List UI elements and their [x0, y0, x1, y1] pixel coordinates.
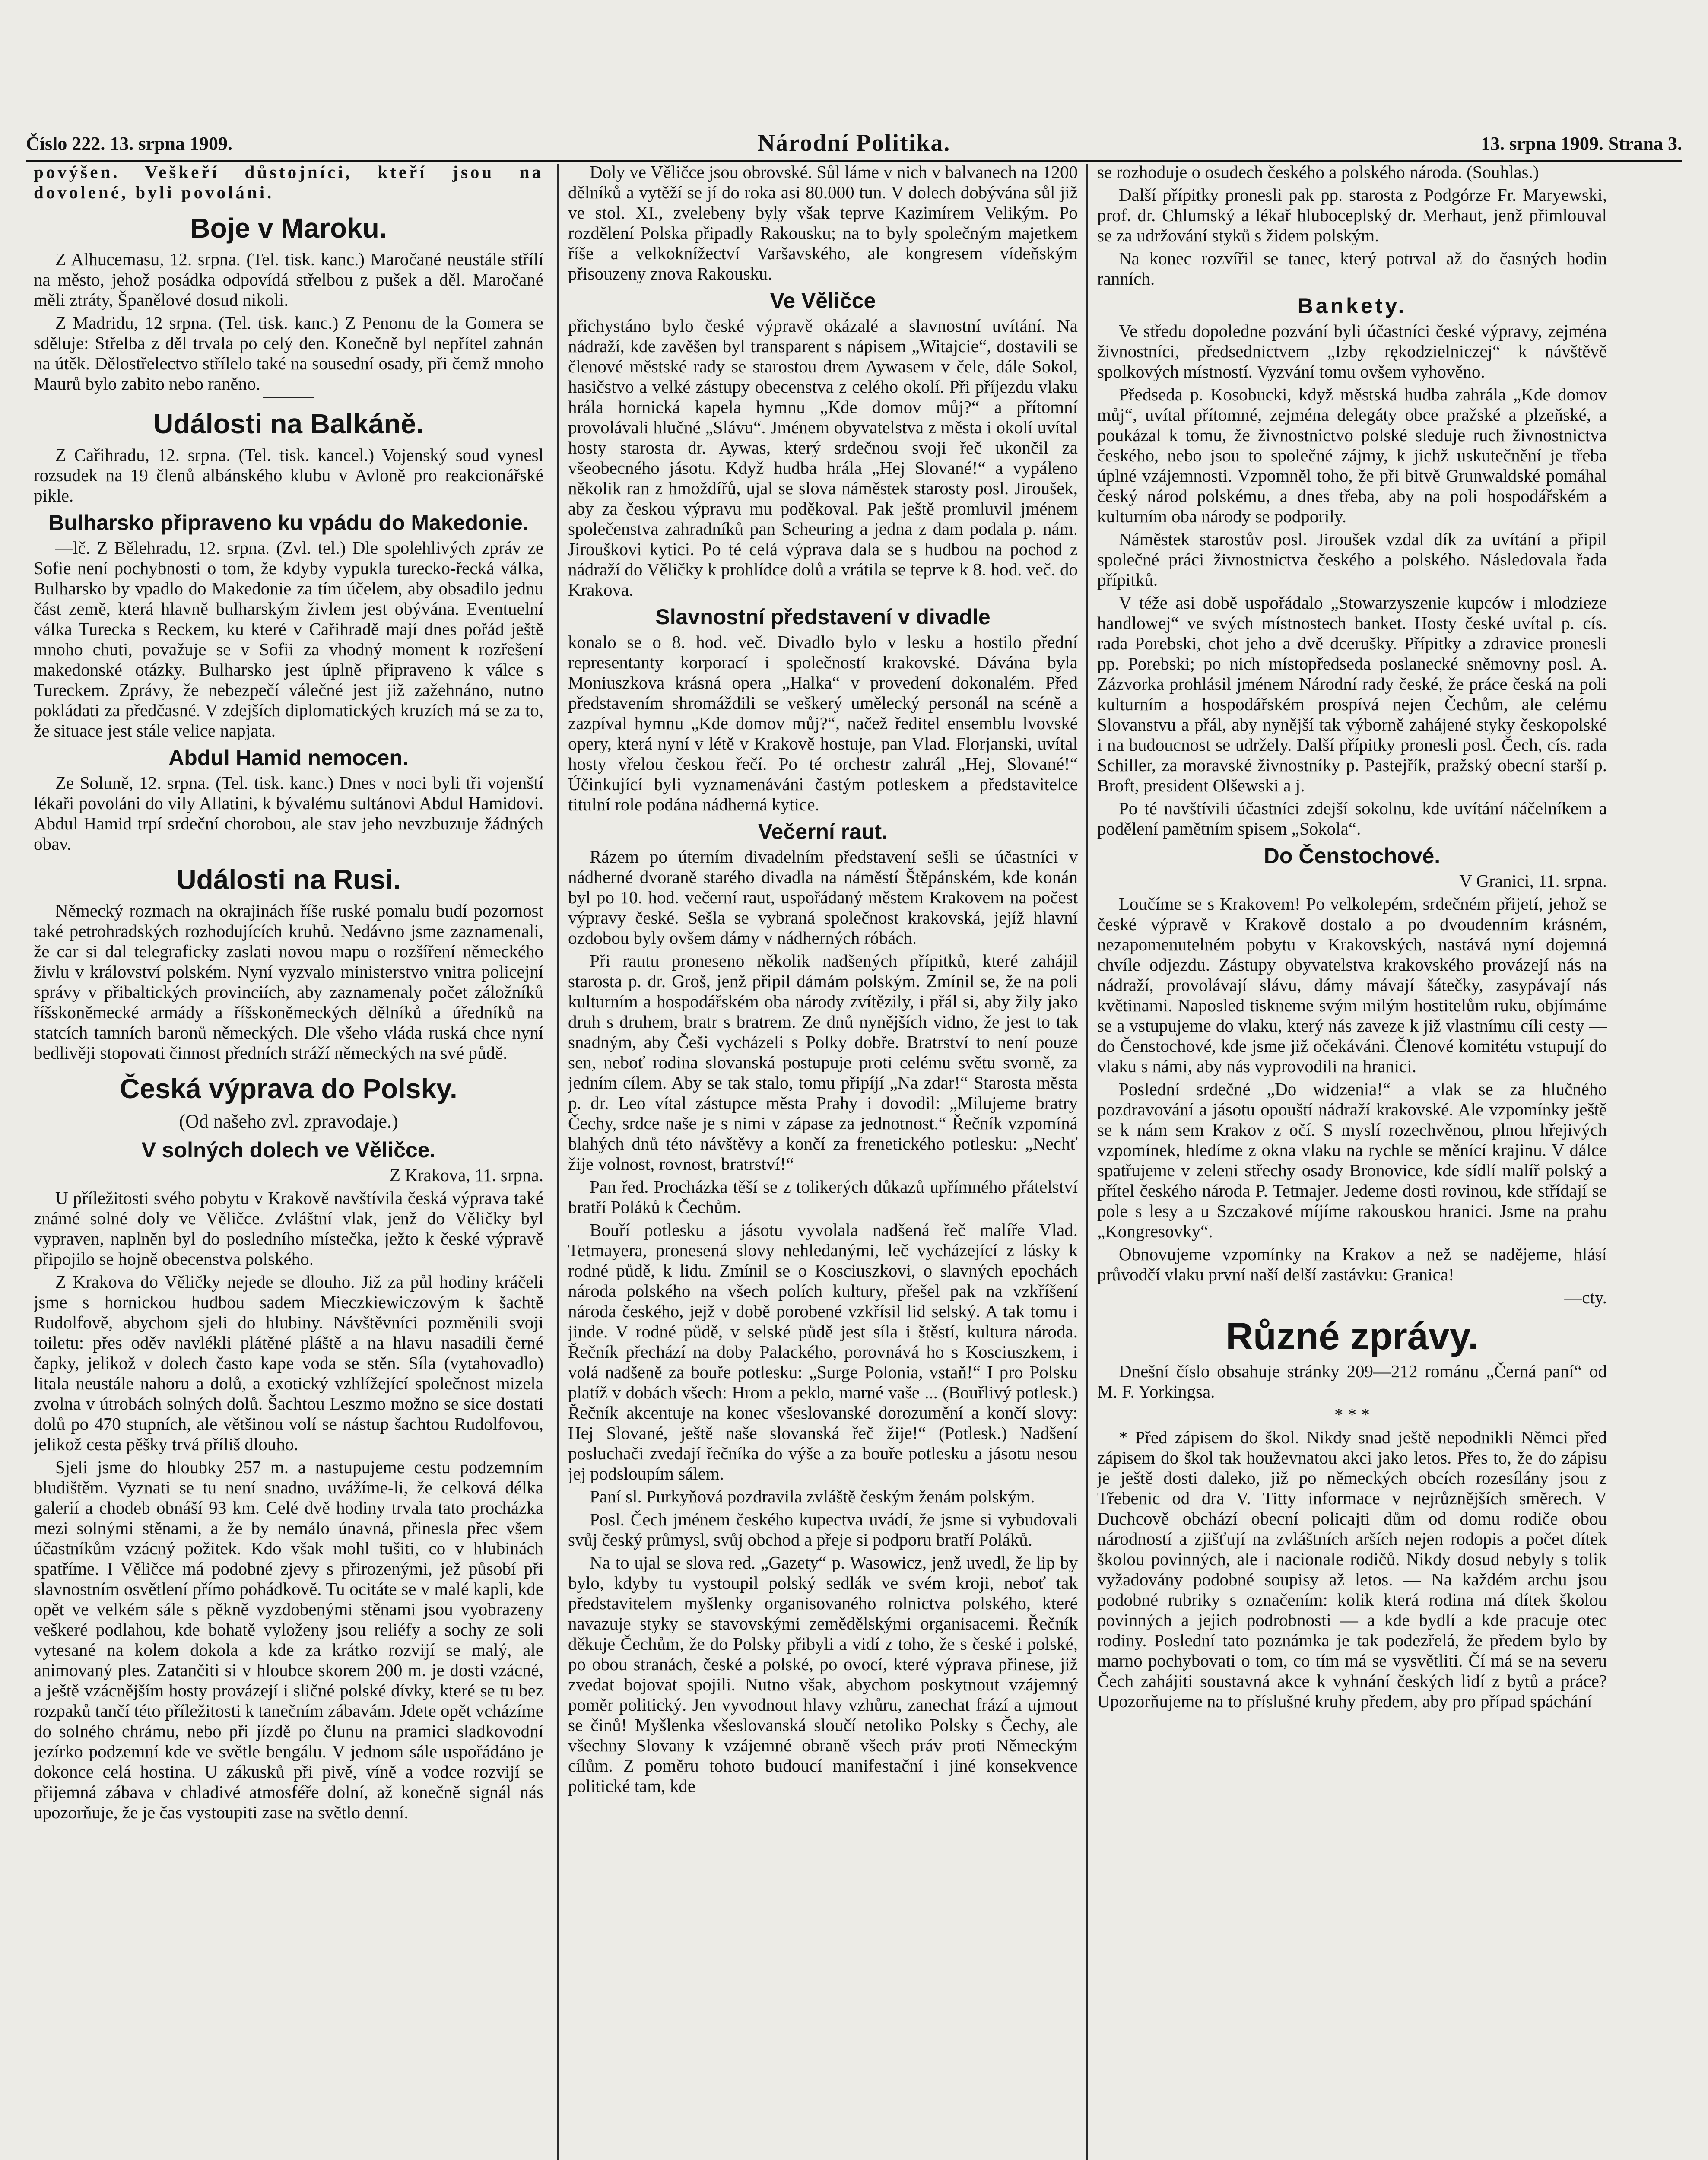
paragraph: Z Krakova do Věličky nejede se dlouho. Již za půl hodiny kráčeli jsme s hornickou hudbou sadem Mieczkiewiczovým k šachtě Rudolfově, abychom sjeli do hlubiny. Návštěvníci pozměnili svoji toiletu: přes oděv navlékli plátěné pláště a na hlavu nasadili černé čapky, jelikož v dolech často kape voda se stěn. Síla (vytahovadlo) litala neustále nahoru a dolů, a exotický vzhlížející společnost mizela zvolna v útrobách solných dolů. Šachtou Leszmo možno se sice dostati dolů po 470 stupních, ale většinou volí se nástup šachtou Rudolfovou, jelikož cesta pěšky trvá příliš dlouho.: [34, 1272, 543, 1454]
subheadline: Večerní raut.: [758, 820, 888, 844]
paragraph: Pan řed. Procházka těší se z tolikerých důkazů upřímného přátelství bratří Poláků k Čechům.: [568, 1177, 1078, 1217]
paragraph: přichystáno bylo české výpravě okázalé a slavnostní uvítání. Na nádraží, kde zavěšen byl transparent s nápisem „Witajcie“, dostavili se členové městské rady se starostou drem Aywasem v čele, dále Sokol, hasičstvo a velké zástupy obecenstva z celého okolí. Při příjezdu vlaku hrála hornická kapela hymnu „Kde domov můj?“ a přítomní provolávali hlučné „Slávu“. Jménem obyvatelstva z města i okolí uvítal hosty starosta dr. Aywas, který srdečnou svoji řeč ukončil za všeobecného jásotu. Když hudba hrála „Hej Slované!“ a vypáleno několik ran z hmoždířů, ujal se slova náměstek starosty posl. Jiroušek, aby za českou výpravu mu poděkoval. Pak ještě promluvil jménem společenstva zahradníků pan Scheuring a jedna z dam podala p. nám. Jirouškovi kytici. Po té celá výprava dala se s hudbou na pochod z nádraží do Věličky k prohlídce dolů a vrátila se teprve k 8. hod. več. do Krakova.: [568, 316, 1078, 600]
subheadline: V solných dolech ve Věličce.: [141, 1138, 436, 1162]
headline-rusi: Události na Rusi.: [176, 864, 401, 895]
paragraph: Bouří potlesku a jásotu vyvolala nadšená řeč malíře Vlad. Tetmayera, pronesená slovy nehledanými, leč vycházející z lásky k rodné půdě, k lidu. Zmínil se o Kosciuszkovi, o slavných epochách národa polského na všech polích kultury, přešel pak na vzkříšení národa českého, jejž v době porobené vzkřísil lid selský. A tak tomu i jinde. V rodné půdě, v selské půdě jest síla i štěstí, kultura národa. Řečník přechází na doby Palackého, porovnává ho s Kosciuszkem, i volá nadšeně za bouře potlesku: „Surge Polonia, vstaň!“ I pro Polsku platíž v dobách všech: Hrom a peklo, marné vaše ... (Bouřlivý potlesk.) Řečník akcentuje na konec všeslovanské dorozumění a končí slovy: Hej Slované, ještě naše slovanská řeč žije!“ (Potlesk.) Nadšení posluchači zvedají řečníka do výše a za bouře potlesku a jásotu nesou jej podsloupím sálem.: [568, 1220, 1078, 1483]
issue-number-date: Číslo 222. 13. srpna 1909.: [26, 133, 232, 154]
paragraph: Na konec rozvířil se tanec, který potrval až do časných hodin ranních.: [1097, 248, 1607, 289]
paragraph: Po té navštívili účastníci zdejší sokolnu, kde uvítání náčelníkem a podělení pamětním spisem „Sokola“.: [1097, 798, 1607, 839]
separator-stars: * * *: [1334, 1404, 1370, 1424]
paragraph: Rázem po úterním divadelním představení sešli se účastníci v nádherné dvoraně starého divadla na náměstí Štěpánském, kde konán byl po 10. hod. večerní raut, uspořádaný městem Krakovem na počest výpravy české. Sešla se vybraná společnost krakovská, jejíž hlavní ozdobou byly ovšem dámy v nádherných róbách.: [568, 847, 1078, 948]
paragraph: —lč. Z Bělehradu, 12. srpna. (Zvl. tel.) Dle spolehlivých zpráv ze Sofie není pochybnosti o tom, že kdyby vypukla turecko-řecká válka, Bulharsko by vpadlo do Makedonie za tím účelem, aby obsadilo jednu část země, která hlavně bulharským živlem jest obývána. Eventuelní válka Turecka s Reckem, ku které v Cařihradě mají dnes pořád ještě mnoho chuti, považuje se v Sofii za vhodný moment k rozřešení makedonské otázky. Bulharsko jest úplně připraveno k válce s Tureckem. Zprávy, že nebezpečí válečné jest již zažehnáno, nutno pokládati za předčasné. V zdejších diplomatických kruzích má se za to, že situace jest stále velice napjata.: [34, 538, 543, 740]
paragraph: se rozhoduje o osudech českého a polského národa. (Souhlas.): [1097, 162, 1539, 182]
paragraph: U příležitosti svého pobytu v Krakově navštívila česká výprava také známé solné doly ve Věličce. Zvláštní vlak, jenž do Věličky byl vypraven, naplněn byl do posledního místečka, ježto k české výpravě připojilo se hojně obecenstva polského.: [34, 1188, 543, 1269]
dateline: V Granici, 11. srpna.: [1459, 871, 1607, 891]
subheadline: Abdul Hamid nemocen.: [168, 746, 409, 770]
subheadline: Bulharsko připraveno ku vpádu do Makedonie.: [48, 511, 529, 535]
signature: —cty.: [1564, 1287, 1607, 1307]
column-2: [568, 162, 1078, 2160]
paragraph: Při rautu proneseno několik nadšených přípitků, které zahájil starosta p. dr. Groš, jenž připil dámám polským. Zmínil se, že na poli kulturním a hospodářském oba národy zvítězily, i přál si, aby žily jako druh s druhem, bratr s bratrem. Ze dnů nynějších vidno, že jest to tak snadným, aby Češi vycházeli s Polky dobře. Bratrství to není pouze sen, neboť rodina slovanská postupuje proti celému světu svorně, za jedním cílem. Aby se tak stalo, tomu připíjí „Na zdar!“ Starosta města p. dr. Leo vítal zástupce města Prahy i dovodil: „Milujeme bratry Čechy, srdce naše je s nimi v zápase za jednotnost.“ Řečník vzpomíná blahých dnů této návštěvy a končí za frenetického potlesku: „Nechť žije volnost, rovnost, bratrství!“: [568, 951, 1078, 1174]
dateline: Z Krakova, 11. srpna.: [390, 1165, 543, 1185]
separator: [263, 397, 314, 398]
paragraph: Sjeli jsme do hloubky 257 m. a nastupujeme cestu podzemním bludištěm. Vyznati se tu není snadno, uvážíme-li, že celková délka galerií a chodeb obnáší 93 km. Celé dvě hodiny trvala tato procházka mezi solnými stěnami, a že by nemálo únavná, přinesla přec všem účastníkům vzácný požitek. Kdo však mohl tušiti, co v hlubinách spatříme. I Věličce má podobné zjevy s přirozenými, jež působí při slavnostním osvětlení přímo pohádkově. Tu ocitáte se v malé kapli, kde opět ve velkém sále s pěkně vyzdobenými stěnami jsou vyobrazeny veškeré podlahou, kde bohatě vyloženy jsou reliéfy a sochy ze soli vytesané na kolem dokola a kde za krátko rozvijí se malý, ale animovaný ples. Zatančiti si v hloubce skorem 200 m. je dosti vzácné, a ještě vzácnějším hosty provázejí i sličné polské dívky, které se tu bez rozpaků tančí této příležitosti k tanečním zábavám. Jdete opět vcházíme do solného chrámu, nebo při jízdě po člunu na pramici sladkovodní jezírko podzemní kde ve světle bengálu. V jednom sále uspořádáno je dokonce celá hostina. U zákusků při pivě, víně a vodce rozvijí se přijemná zábava v chladivé atmosféře dolní, až konečně signál nás upozorňuje, že je čas vystoupiti zase na světlo denní.: [34, 1457, 543, 1822]
paragraph: Náměstek starostův posl. Jiroušek vzdal dík za uvítání a připil společné práci živnostnictva českého a polského. Následovala řada přípitků.: [1097, 529, 1607, 590]
column-1: [34, 162, 543, 2160]
headline-maroko: Boje v Maroku.: [190, 213, 387, 244]
column-3: [1097, 162, 1607, 2160]
masthead-title: Národní Politika.: [757, 130, 951, 156]
column-divider: [1086, 164, 1088, 2160]
paragraph: Předseda p. Kosobucki, když městská hudba zahrála „Kde domov můj“, uvítal přítomné, zejména delegáty obce pražské a plzeňské, a poukázal k tomu, že živnostnictvo polské sleduje ruch živnostnictva českého, nebo jsou to společné zájmy, k jichž uskutečnění je třeba úplné vzájemnosti. Vzpomněl toho, že při bitvě Grunwaldské pomáhal český národ polskému, a dnes třeba, aby na poli hospodářském a kulturním oba národy se podporily.: [1097, 384, 1607, 526]
paragraph: Loučíme se s Krakovem! Po velkolepém, srdečném přijetí, jehož se české výpravě v Krakově dostalo a po dvoudenním krásném, nezapomenutelném pobytu v Krakovských, nastává nyní dojemná chvíle odjezdu. Zástupy obyvatelstva krakovského provázejí nás na nádraží, provolávají slávu, dámy mávají šátečky, zasypávají nás květinami. Naposled tiskneme svým milým hostitelům ruku, objímáme se a vstupujeme do vlaku, který nás zaveze k již vlastnímu cíli cesty — do Čenstochové, kde jsme již očekáváni. Členové komitétu vstupují do vlaku s námi, aby nás vyprovodili na hranici.: [1097, 894, 1607, 1076]
paragraph: Obnovujeme vzpomínky na Krakov a než se nadějeme, hlásí průvodčí vlaku první naší delší zastávku: Granica!: [1097, 1244, 1607, 1284]
paragraph: V téže asi době uspořádalo „Stowarzyszenie kupców i mlodzieze handlowej“ ve svých místnostech banket. Hosty české uvítal p. cís. rada Porebski, chot jeho a dvě dcerušky. Přípitky a zdravice pronesli pp. Porebski; po nich místopředseda poslanecké sněmovny posl. A. Zázvorka prohlásil jménem Národní rady české, že práce česká na poli kulturním a hospodářském prospívá nejen Čechům, ale celému Slovanstvu a přál, aby nynější tak výborně zahájené styky českopolské i na budoucnost se udržely. Další přípitky pronesli posl. Čech, cís. rada Schiller, za moravské živnostníky p. Pastejřík, pražský obecní starší p. Broft, president Olšewski a j.: [1097, 593, 1607, 795]
paragraph: Z Madridu, 12 srpna. (Tel. tisk. kanc.) Z Penonu de la Gomera se sděluje: Střelba z děl trvala po celý den. Konečně byl nepřítel zahnán na útěk. Dělostřelectvo střílelo také na sousední osady, při čemž mnoho Maurů bylo zabito nebo raněno.: [34, 313, 543, 394]
paragraph: * Před zápisem do škol. Nikdy snad ještě nepodnikli Němci před zápisem do škol tak houževnatou akci jako letos. Přes to, že do zápisu je ještě dosti daleko, již po německých obcích rozesílány jsou z Třebenic od dra V. Titty informace v nejrůznějších směrech. V Duchcově obchází obecní policajti dům od domu rodiče obou národností a zjišťují na zvláštních arších nejen rodopis a počet dítek školou povinných, ale i nacionale rodičů. Nikdy dosud nebyly s tolik vyžadovány podobné soupisy až letos. — Na každém archu jsou podobné rubriky s označením: kolik která rodina má dítek školou povinných a jejich podrobnosti — a kde bydlí a kde pracuje otec rodiny. Poslední tato poznámka je tak podezřelá, že předem bylo by marno pochybovati o tom, co tím má se vysvětliti. Čí má se na severu Čech zahájiti soustavná akce k vyhnání českých lidí z bytů a práce? Upozorňujeme na to příslušné kruhy předem, aby pro případ spáchání: [1097, 1427, 1607, 1711]
headline-balkan: Události na Balkáně.: [153, 408, 424, 439]
paragraph: Další přípitky pronesli pak pp. starosta z Podgórze Fr. Maryewski, prof. dr. Chlumský a lékař hluboceplský dr. Merhaut, jenž přimlouval se za udržování styků s židem polským.: [1097, 185, 1607, 245]
column-divider: [557, 164, 559, 2160]
page-header: [26, 127, 1682, 158]
byline: (Od našeho zvl. zpravodaje.): [179, 1111, 398, 1132]
paragraph: Dnešní číslo obsahuje stránky 209—212 románu „Černá paní“ od M. F. Yorkingsa.: [1097, 1361, 1607, 1401]
paragraph: Posl. Čech jménem českého kupectva uvádí, že jsme si vybudovali svůj český průmysl, svůj obchod a přeje si podporu bratří Poláků.: [568, 1509, 1078, 1550]
paragraph: Doly ve Věličce jsou obrovské. Sůl láme v nich v balvanech na 1200 dělníků a vytěží se jí do roka asi 80.000 tun. V dolech dobývána sůl již ve stol. XI., zvelebeny byly však teprve Kazimírem Velikým. Po rozdělení Polska připadly Rakousku; na to byly společným majetkem říše a velkoknížectví Varšavského, ale kongresem vídeňským přisouzeny znova Rakousku.: [568, 162, 1078, 283]
paragraph: konalo se o 8. hod. več. Divadlo bylo v lesku a hostilo přední representanty korporací i společností krakovské. Dávána byla Moniuszkova krásná opera „Halka“ v provedení dokonalém. Před představením shromáždili se veškerý umělecký personál na scéně a zazpíval hymnu „Kde domov můj?“, načež ředitel ensemblu lvovské opery, která nyní v létě v Krakově hostuje, pan Vlad. Florjanski, uvítal hosty vřelou českou řečí. Po té orchestr zahrál „Hej, Slované!“ Účinkující byli vyznamenáváni častým potleskem a představitelce titulní role podána nádherná kytice.: [568, 632, 1078, 814]
paragraph: Na to ujal se slova red. „Gazety“ p. Wasowicz, jenž uvedl, že lip by bylo, kdyby tu vystoupil polský sedlák ve svém kroji, neboť tak představitelem myšlenky organisovaného rolnictva polského, které navazuje styky se stavovskými zemědělskými organisacemi. Řečník děkuje Čechům, že do Polsky přibyli a vidí z toho, že s české i polské, po obou stranách, české a polské, po ovocí, které výprava přinese, již zvedat bojovat spojili. Nutno však, abychom poskytnout vzájemný poměr politický. Jen vyvodnout hlavy vzhůru, zanechat frází a ujmout se činů! Myšlenka všeslovanská sloučí netoliko Polsky s Čechy, ale všechny Slovany k vzájemné obraně všech práv proti Německým cílům. Z poměru tohoto budoucí manifestační i jiné konsekvence politické tam, kde: [568, 1553, 1078, 1796]
headline-ruzne: Různé zprávy.: [1225, 1315, 1479, 1357]
subheadline: Slavnostní představení v divadle: [655, 605, 991, 629]
paragraph: Ze Soluně, 12. srpna. (Tel. tisk. kanc.) Dnes v noci byli tři vojenští lékaři povoláni do vily Allatini, k bývalému sultánovi Abdul Hamidovi. Abdul Hamid trpí srdeční chorobou, ale stav jeho nevzbuzuje žádných obav.: [34, 773, 543, 854]
paragraph: Ve středu dopoledne pozvání byli účastníci české výpravy, zejména živnostníci, předsednictvem „Izby rękodzielniczej“ k návštěvě spolkových místností. Vyzvání tomu ovšem vyhověno.: [1097, 321, 1607, 381]
paragraph: Paní sl. Purkyňová pozdravila zvláště českým ženám polským.: [590, 1487, 1035, 1506]
subheadline: Do Čenstochové.: [1264, 844, 1441, 868]
subheadline: Ve Věličce: [770, 289, 876, 313]
headline-vyprava: Česká výprava do Polsky.: [120, 1073, 457, 1104]
paragraph: Německý rozmach na okrajinách říše ruské pomalu budí pozornost také petrohradských rozhodujících kruhů. Nedávno jsme zaznamenali, že car si dal telegraficky zaslati novou mapu o rozšíření německého živlu v království polském. Nyní vyzvalo ministerstvo vnitra policejní správy v přibaltických provinciích, aby zaznamenaly počet záložníků říšskoněmecké armády a říšskoněmeckých dělníků a úředníků na statcích tamních baronů německých. Dle všeho vláda ruská chce nyní bedlivěji stopovati činnost předních stráží německých na své půdě.: [34, 901, 543, 1063]
paragraph: Z Alhucemasu, 12. srpna. (Tel. tisk. kanc.) Maročané neustále střílí na město, jehož posádka odpovídá střelbou z pušek a děl. Maročané měli ztráty, Španělové dosud nikoli.: [34, 249, 543, 310]
paragraph: Poslední srdečné „Do widzenia!“ a vlak se za hlučného pozdravování a jásotu opouští nádraží krakovské. Ale vzpomínky ještě se k nám sem Krakov z očí. S myslí rozechvěnou, plnou hřejivých vzpomínek, hledíme z okna vlaku na rychle se měnící krajinu. V dálce spatřujeme v zeleni střechy osady Bronovice, kde sídlí malíř polský a přítel českého národa P. Tetmajer. Jedeme dosti rovinou, kde střídají se pole s lesy a u Szczakové míjíme rakouskou hranici. Jsme na prahu „Kongresovky“.: [1097, 1079, 1607, 1241]
article-continuation: povýšen. Veškeří důstojníci, kteří jsou na dovolené, byli povoláni.: [34, 162, 543, 202]
subheadline: Bankety.: [1297, 294, 1407, 318]
date-page-number: 13. srpna 1909. Strana 3.: [1481, 133, 1682, 154]
paragraph: Z Cařihradu, 12. srpna. (Tel. tisk. kancel.) Vojenský soud vynesl rozsudek na 19 členů albánského klubu v Avloně pro reakcionářské pikle.: [34, 445, 543, 505]
